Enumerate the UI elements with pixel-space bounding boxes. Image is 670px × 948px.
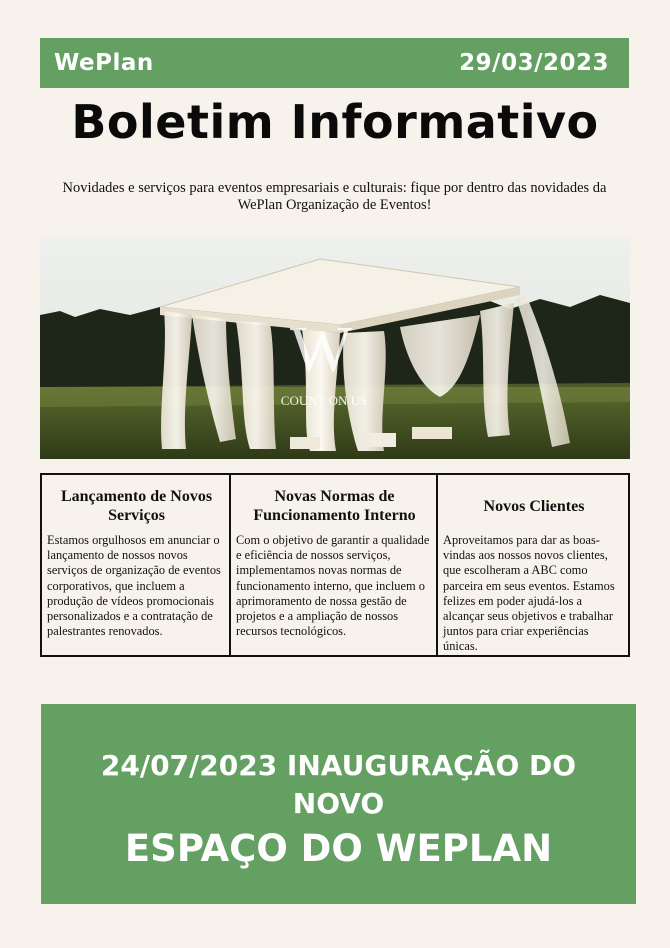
event-banner [41,704,636,904]
issue-date: 29/03/2023 [459,50,609,76]
banner-line-1: 24/07/2023 INAUGURAÇÃO DO [100,749,577,782]
column-body: Com o objetivo de garantir a qualidade e eficiência de nossos serviços, implementamos novas normas de funcionamento interno, que incluem o aprimoramento de nossa gestão de projetos e a ampliação de nossos recursos tecnológicos. [236,533,430,639]
top-bar [40,38,629,88]
column-title: Novas Normas de Funcionamento Interno [253,488,416,524]
brand-name: WePlan [54,50,154,76]
page-title: Boletim Informativo [71,95,599,149]
hero-image [40,237,630,459]
column-body: Aproveitamos para dar as boas-vindas aos nossos novos clientes, que escolheram a ABC como parceira em seus eventos. Estamos felizes em poder ajudá-los a alcançar seus objetivos e trabalhar juntos para criar experiências únicas. [443,533,615,654]
news-columns [40,473,630,657]
news-column-internal-rules [229,475,436,655]
banner-line-2: NOVO [292,787,385,820]
news-column-new-clients [436,475,628,655]
banner-line-3: ESPAÇO DO WEPLAN [124,827,553,870]
gazebo-photo [40,237,630,459]
watermark-logo-letter: W [289,313,353,386]
watermark-tagline: COUNT ON US [280,393,368,408]
column-title: Novos Clientes [483,497,585,515]
column-body: Estamos orgulhosos em anunciar o lançamento de nossos novos serviços de organização de eventos corporativos, que incluem a produção de vídeos promocionais personalizados e a contratação de palestrantes renovados. [47,533,221,639]
page-subtitle: Novidades e serviços para eventos empresariais e culturais: fique por dentro das novidades da WePlan Organização de Eventos! [62,180,607,213]
column-title: Lançamento de Novos Serviços [60,488,213,524]
news-column-new-services [42,475,229,655]
